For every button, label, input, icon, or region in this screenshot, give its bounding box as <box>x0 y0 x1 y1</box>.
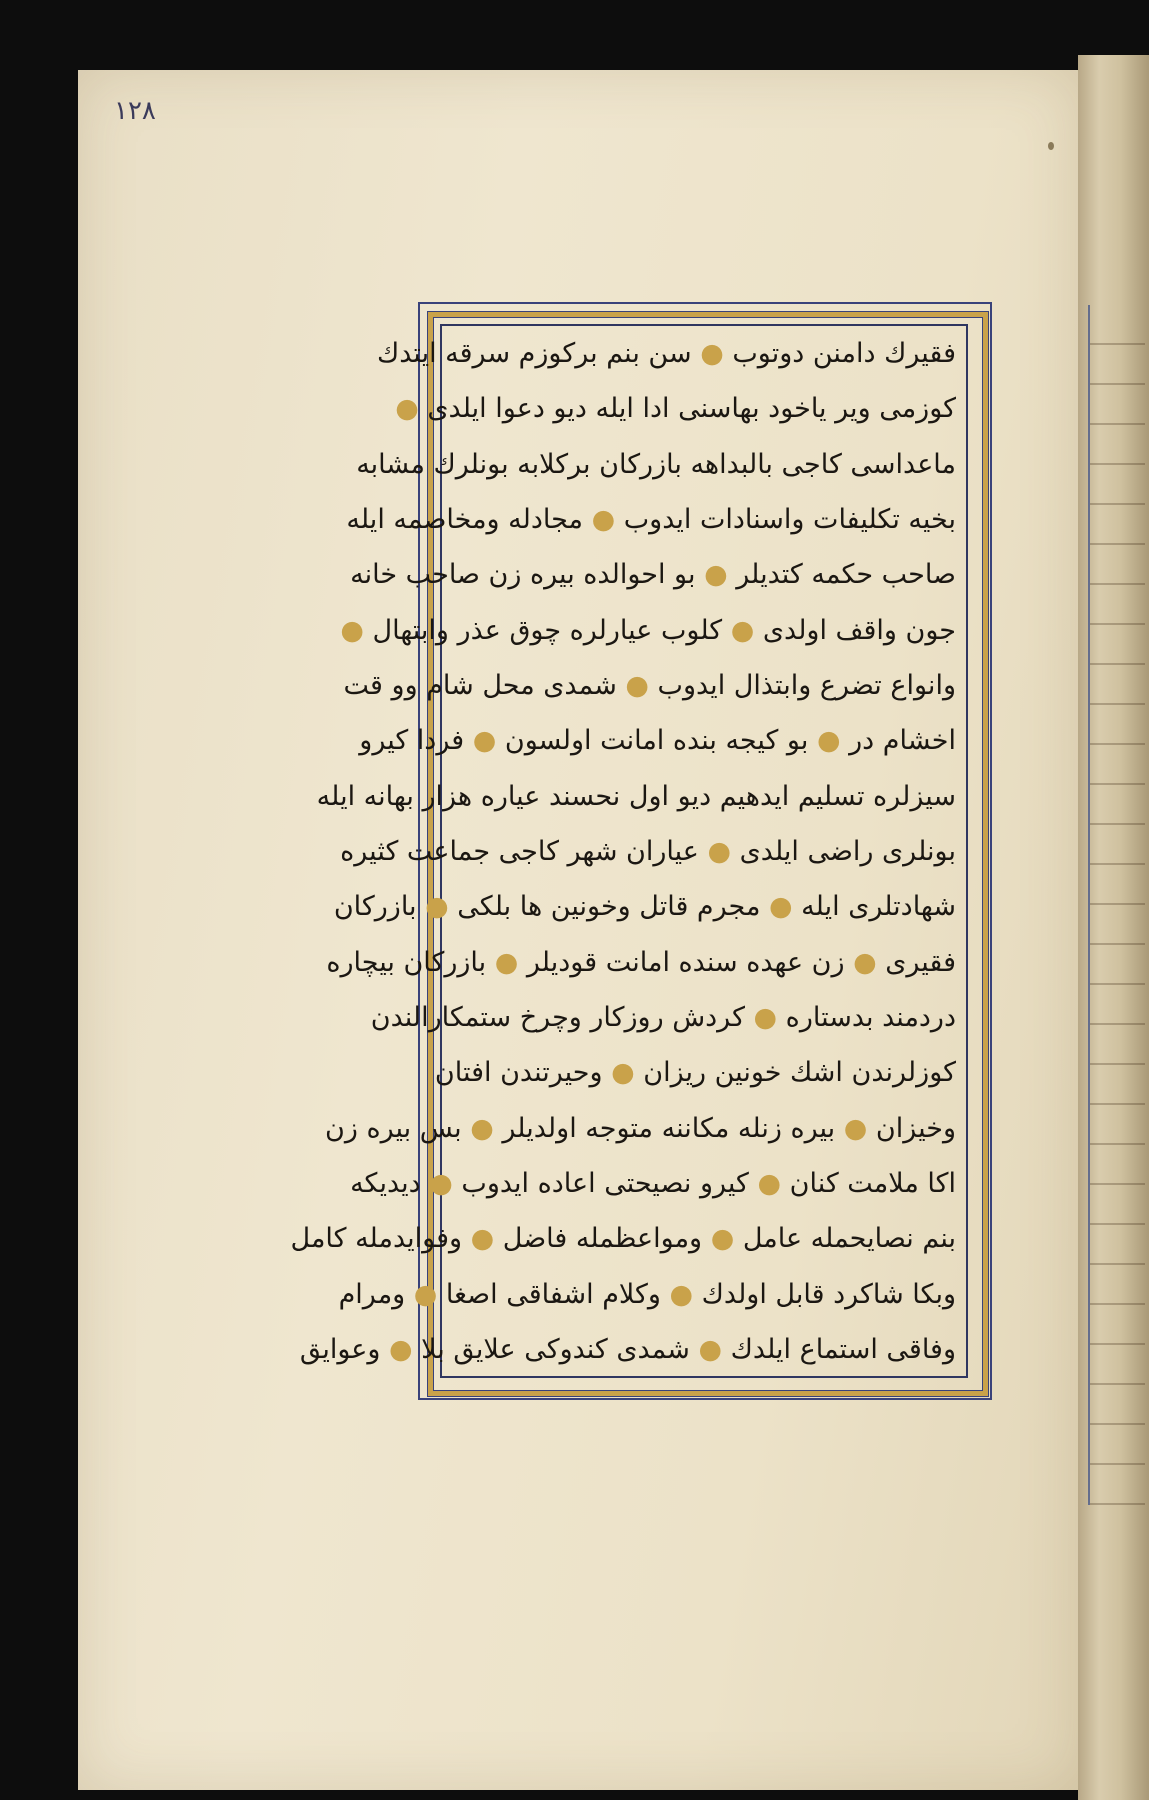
text-line: بنم نصایحمله عامل ● ومواعظمله فاضل ● وفوایدمله کامل <box>290 1223 956 1255</box>
text-line: کوزلرندن اشك خونین ریزان ● وحیرتندن افتان <box>434 1057 956 1089</box>
text-line: بخیه تکلیفات واسنادات ایدوب ● مجادله ومخاصمه ایله <box>346 503 956 535</box>
verse-marker: ● <box>669 1278 694 1310</box>
adjacent-pages-edge <box>1078 55 1149 1800</box>
text-line: بونلری راضی ایلدی ● عیاران شهر کاجی جماعت کثیره <box>340 835 956 867</box>
verse-marker: ● <box>698 1333 723 1365</box>
verse-marker: ● <box>591 503 616 535</box>
text-block <box>290 330 956 1374</box>
text-line: صاحب حکمه کتدیلر ● بو احوالده بیره زن صاحب خانه <box>350 559 956 591</box>
text-line: سیزلره تسلیم ایدهیم دیو اول نحسند عیاره هزار بهانه ایله <box>316 780 956 812</box>
verse-marker: ● <box>707 835 732 867</box>
folio-number: ١٢٨ <box>114 96 156 126</box>
text-line: دردمند بدستاره ● کردش روزکار وچرخ ستمکارالندن <box>370 1001 956 1033</box>
verse-marker: ● <box>843 1112 868 1144</box>
verse-marker: ● <box>710 1223 735 1255</box>
text-line: فقیرك دامنن دوتوب ● سن بنم برکوزم سرقه ایتدك <box>377 338 956 369</box>
verse-marker: ● <box>611 1057 635 1089</box>
verse-marker: ● <box>625 669 649 701</box>
text-line: وفاقی استماع ایلدك ● شمدی کندوکی علایق بلا ● وعوایق <box>299 1333 956 1365</box>
verse-marker: ● <box>494 946 519 978</box>
verse-marker: ● <box>470 1223 495 1255</box>
verse-marker: ● <box>429 1167 453 1199</box>
text-line: جون واقف اولدی ● کلوب عیارلره چوق عذر وابتهال ● <box>340 614 956 646</box>
verse-marker: ● <box>413 1278 438 1310</box>
verse-marker: ● <box>730 614 755 646</box>
verse-marker: ● <box>753 1001 778 1033</box>
text-line: وانواع تضرع وابتذال ایدوب ● شمدی محل شام وو قت <box>343 669 956 701</box>
verse-marker: ● <box>470 1112 494 1144</box>
text-line: شهادتلری ایله ● مجرم قاتل وخونین ها بلکی ● بازرکان <box>333 891 956 923</box>
verse-marker: ● <box>389 1333 413 1365</box>
verse-marker: ● <box>853 946 877 978</box>
facing-page-text-edge <box>1088 305 1145 1505</box>
text-line: ماعداسی کاجی بالبداهه بازرکان برکلابه بونلرك مشابه <box>356 448 956 480</box>
text-line: اکا ملامت کنان ● کیرو نصیحتی اعاده ایدوب ● دیدیکه <box>350 1167 956 1199</box>
text-line: فقیری ● زن عهده سنده امانت قودیلر ● بازرکان بیچاره <box>326 946 956 978</box>
text-line: اخشام در ● بو کیجه بنده امانت اولسون ● فردا کیرو <box>359 725 956 757</box>
verse-marker: ● <box>395 393 419 425</box>
ink-dot <box>1048 142 1054 150</box>
verse-marker: ● <box>472 725 497 757</box>
text-line: کوزمی ویر یاخود بهاسنی ادا ایله دیو دعوا ایلدی ● <box>395 393 956 425</box>
verse-marker: ● <box>769 891 793 923</box>
text-line: وخیزان ● بیره زنله مکاننه متوجه اولدیلر ● بس بیره زن <box>325 1112 956 1144</box>
verse-marker: ● <box>340 614 364 646</box>
text-line: وبکا شاکرد قابل اولدك ● وکلام اشفاقی اصغا ● ومرام <box>338 1278 956 1310</box>
verse-marker: ● <box>425 891 449 923</box>
verse-marker: ● <box>700 338 724 369</box>
verse-marker: ● <box>704 559 728 591</box>
verse-marker: ● <box>816 725 841 757</box>
verse-marker: ● <box>757 1167 782 1199</box>
